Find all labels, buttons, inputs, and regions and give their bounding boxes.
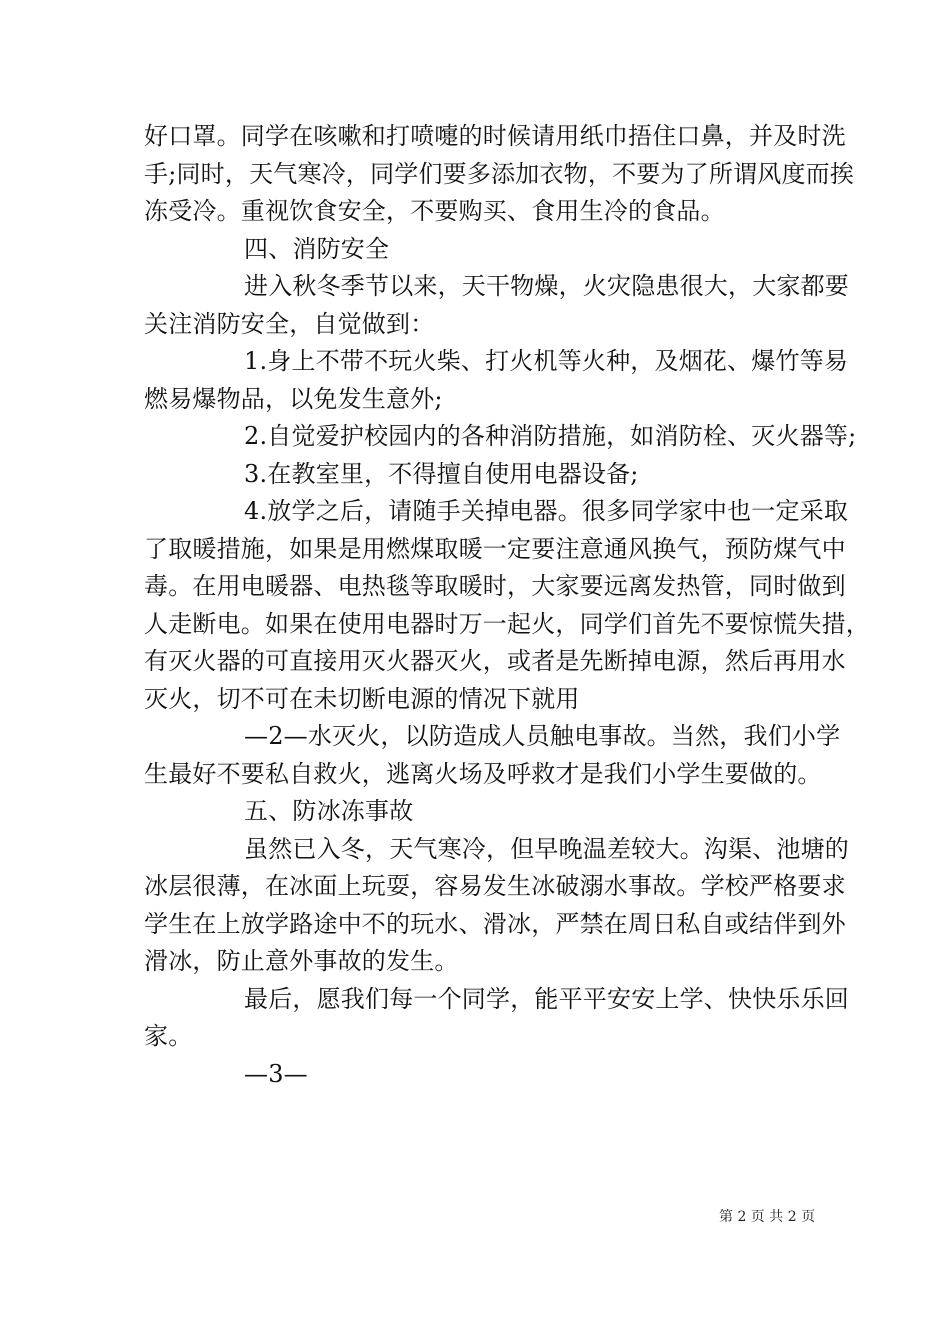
text-line: 生最好不要私自救火，逃离火场及呼救才是我们小学生要做的。: [144, 759, 822, 788]
text-line: 4.放学之后，请随手关掉电器。很多同学家中也一定采取: [244, 497, 849, 525]
text-line: 1.身上不带不玩火柴、打火机等火种，及烟花、爆竹等易: [244, 347, 849, 375]
text-line: 滑冰，防止意外事故的发生。: [144, 947, 459, 975]
text-line: 虽然已入冬，天气寒冷，但早晚温差较大。沟渠、池塘的: [244, 834, 849, 863]
text-line: —3—: [244, 1059, 308, 1088]
text-line: 了取暖措施，如果是用燃煤取暖一定要注意通风换气，预防煤气中: [144, 534, 846, 563]
text-line: 手;同时，天气寒冷，同学们要多添加衣物，不要为了所谓风度而挨: [144, 159, 855, 188]
text-line: 家。: [144, 1022, 193, 1050]
text-line: —2—水灭火，以防造成人员触电事故。当然，我们小学: [244, 722, 841, 750]
text-line: 学生在上放学路途中不的玩水、滑冰，严禁在周日私自或结伴到外: [144, 909, 846, 938]
text-line: 燃易爆物品，以免发生意外;: [144, 384, 443, 413]
text-line: 2.自觉爱护校园内的各种消防措施，如消防栓、灭火器等;: [244, 422, 857, 450]
page-number-footer: 第 2 页 共 2 页: [719, 1209, 816, 1225]
text-line: 五、防冰冻事故: [244, 797, 414, 825]
text-line: 关注消防安全，自觉做到：: [144, 309, 435, 338]
text-line: 冻受冷。重视饮食安全，不要购买、食用生冷的食品。: [144, 197, 725, 225]
text-line: 有灭火器的可直接用灭火器灭火，或者是先断掉电源，然后再用水: [144, 647, 846, 675]
text-line: 灭火，切不可在未切断电源的情况下就用: [144, 684, 580, 713]
text-line: 进入秋冬季节以来，天干物燥，火灾隐患很大，大家都要: [244, 272, 849, 300]
text-line: 好口罩。同学在咳嗽和打喷嚏的时候请用纸巾捂住口鼻，并及时洗: [144, 122, 846, 150]
text-line: 冰层很薄，在冰面上玩耍，容易发生冰破溺水事故。学校严格要求: [144, 872, 846, 900]
text-line: 人走断电。如果在使用电器时万一起火，同学们首先不要惊慌失措，: [144, 609, 870, 638]
text-line: 四、消防安全: [244, 234, 390, 263]
text-line: 毒。在用电暖器、电热毯等取暖时，大家要远离发热管，同时做到: [144, 572, 846, 600]
text-line: 3.在教室里，不得擅自使用电器设备;: [244, 459, 639, 488]
text-line: 最后，愿我们每一个同学，能平平安安上学、快快乐乐回: [244, 984, 849, 1013]
document-body: [144, 118, 870, 1093]
